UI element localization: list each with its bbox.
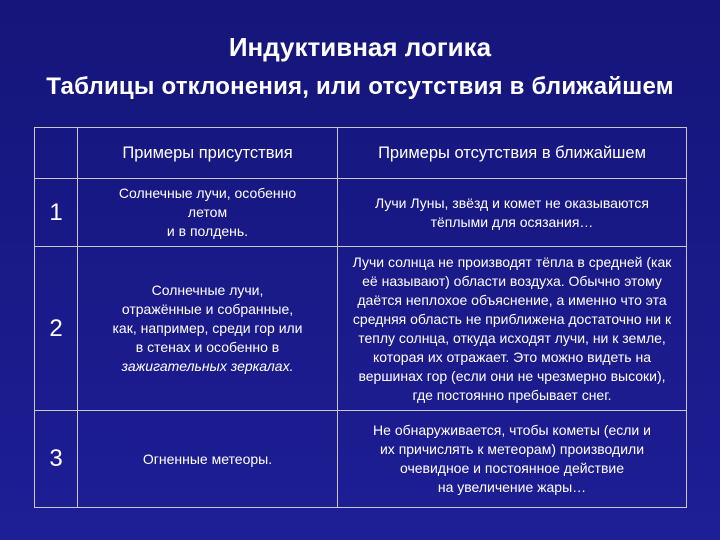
text-line: летом (187, 204, 228, 220)
row-number: 3 (35, 411, 78, 508)
slide-subtitle: Таблицы отклонения, или отсутствия в ближайшем (46, 73, 674, 100)
table-row (35, 411, 687, 508)
text-line: Огненные метеоры. (142, 450, 273, 467)
presence-cell (78, 179, 338, 247)
text-line: Лучи Луны, звёзд и комет не оказываются (375, 194, 649, 211)
text-line: Солнечные лучи, особенно (118, 185, 297, 201)
text-line: очевидное и постоянное действие (399, 460, 625, 476)
examples-table (34, 127, 687, 508)
row-number: 1 (35, 179, 78, 247)
text-line: их причислять к метеорам) производили (379, 441, 645, 457)
text-line: и в полдень. (166, 223, 249, 239)
text-line: где постоянно пребывает снег. (412, 386, 612, 403)
header-absence: Примеры отсутствия в ближайшем (338, 128, 687, 179)
table-row (35, 247, 687, 411)
text-line: Не обнаруживается, чтобы кометы (если и (373, 422, 651, 438)
absence-cell (338, 411, 687, 508)
text-line: которая их отражает. Это можно видеть на (372, 348, 651, 365)
table-row (35, 179, 687, 247)
row-number: 2 (35, 247, 78, 411)
text-line: отражённые и собранные, (121, 301, 294, 317)
presence-cell (78, 247, 338, 411)
text-line: как, например, среди гор или (112, 320, 303, 336)
text-line: средняя область не приближена достаточно ни к (352, 310, 672, 327)
text-line: её называют) области воздуха. Обычно этому (362, 272, 662, 289)
text-line: теплу солнца, откуда исходят лучи, ни к земле, (358, 329, 666, 346)
text-line: вершинах гор (если они не чрезмерно высоки), (358, 367, 666, 384)
text-line: даётся неплохое объяснение, а именно что эта (357, 291, 667, 308)
header-presence: Примеры присутствия (78, 128, 338, 179)
slide-title: Индуктивная логика (228, 32, 492, 62)
presence-cell (78, 411, 338, 508)
header-number (35, 128, 78, 179)
absence-cell (338, 179, 687, 247)
text-line: Солнечные лучи, (151, 282, 264, 298)
text-line: в стенах и особенно в (135, 339, 280, 355)
text-line: зажигательных зеркалах. (121, 358, 294, 374)
table-header-row (35, 128, 687, 179)
absence-cell (338, 247, 687, 411)
text-line: на увеличение жары… (437, 479, 587, 495)
text-line: тёплыми для осязания… (430, 213, 594, 230)
text-line: Лучи солнца не производят тёпла в средней (как (352, 253, 672, 270)
